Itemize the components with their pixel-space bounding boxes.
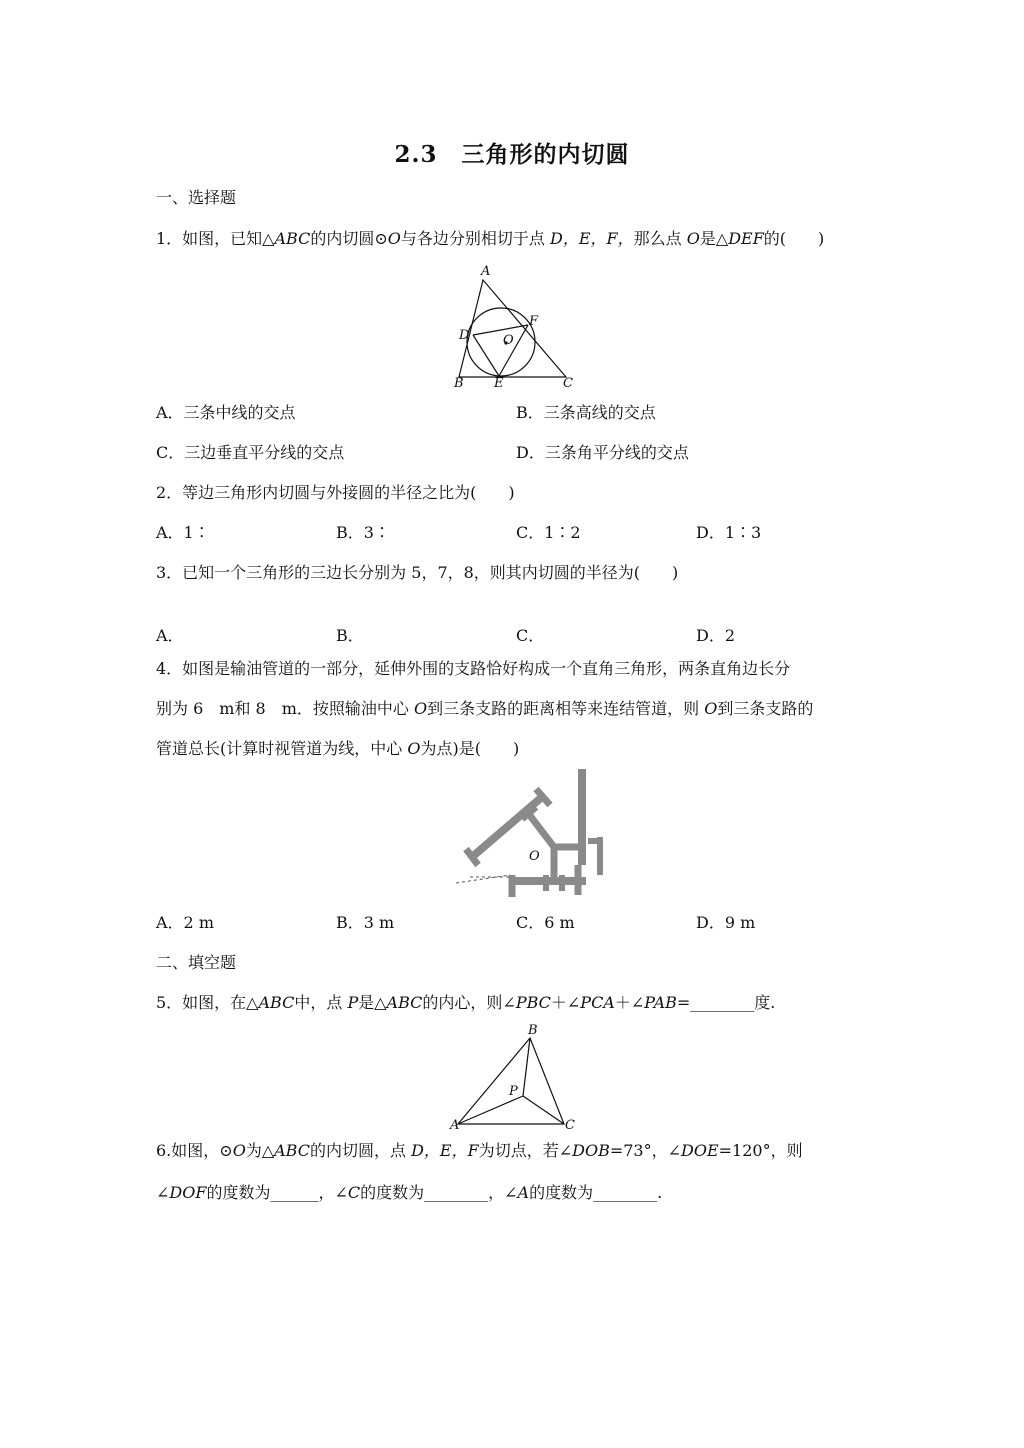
- q1-label-E: E: [494, 376, 504, 390]
- q2-option-b: B．3∶: [336, 523, 390, 542]
- section-choice-heading: 一、选择题: [156, 188, 237, 207]
- question-4-line-1: 4．如图是输油管道的一部分，延伸外围的支路恰好构成一个直角三角形，两条直角边长分: [156, 659, 791, 678]
- q1-label-D: D: [459, 328, 470, 343]
- question-2-text: 2．等边三角形内切圆与外接圆的半径之比为( ): [156, 483, 515, 502]
- q4-option-a: A．2 m: [156, 913, 214, 932]
- section-fill-heading: 二、填空题: [156, 953, 237, 972]
- q1-label-C: C: [563, 376, 573, 390]
- q3-option-c: C．: [516, 626, 545, 645]
- question-1-figure: [440, 258, 590, 390]
- q5-label-C: C: [565, 1118, 575, 1132]
- question-4-line-2: 别为 6 m和 8 m．按照输油中心 O到三条支路的距离相等来连结管道，则 O到三条支路的: [156, 699, 814, 718]
- q4-option-c: C．6 m: [516, 913, 575, 932]
- q2-option-a: A．1∶: [156, 523, 210, 542]
- q1-label-F: F: [529, 314, 539, 329]
- q3-option-d: D．2: [696, 626, 736, 645]
- question-3-text: 3．已知一个三角形的三边长分别为 5，7，8，则其内切圆的半径为( ): [156, 563, 679, 582]
- q5-label-B: B: [528, 1023, 538, 1038]
- q3-option-a: A．: [156, 626, 184, 645]
- q1-label-O: O: [503, 333, 514, 348]
- question-5-figure: [446, 1020, 582, 1132]
- q2-option-c: C．1∶2: [516, 523, 581, 542]
- q1-option-a: A．三条中线的交点: [156, 403, 296, 422]
- question-5-text: 5．如图，在△ABC中，点 P是△ABC的内心，则∠PBC＋∠PCA＋∠PAB=________度.: [156, 993, 776, 1012]
- q4-option-d: D．9 m: [696, 913, 756, 932]
- question-6-line-2: ∠DOF的度数为______，∠C的度数为________，∠A的度数为________.: [156, 1183, 663, 1202]
- q1-label-B: B: [454, 376, 464, 390]
- q1-option-c: C．三边垂直平分线的交点: [156, 443, 345, 462]
- q1-option-d: D．三条角平分线的交点: [516, 443, 689, 462]
- q5-label-A: A: [450, 1118, 460, 1132]
- q1-option-b: B．三条高线的交点: [516, 403, 656, 422]
- q5-label-P: P: [509, 1084, 518, 1099]
- question-6-line-1: 6.如图，⊙O为△ABC的内切圆，点 D，E，F为切点，若∠DOB=73°，∠DOE=120°，则: [156, 1141, 803, 1160]
- q2-option-d: D．1∶3: [696, 523, 762, 542]
- question-1-text: 1．如图，已知△ABC的内切圆⊙O与各边分别相切于点 D，E，F，那么点 O是△DEF的( ): [156, 229, 825, 248]
- question-4-line-3: 管道总长(计算时视管道为线，中心 O为点)是( ): [156, 739, 520, 758]
- q1-label-A: A: [481, 264, 491, 279]
- q3-option-b: B．: [336, 626, 364, 645]
- q4-label-O: O: [529, 849, 540, 864]
- question-4-pipeline-figure: [450, 765, 620, 903]
- q4-option-b: B．3 m: [336, 913, 395, 932]
- page-title: 2.3 三角形的内切圆: [394, 141, 630, 168]
